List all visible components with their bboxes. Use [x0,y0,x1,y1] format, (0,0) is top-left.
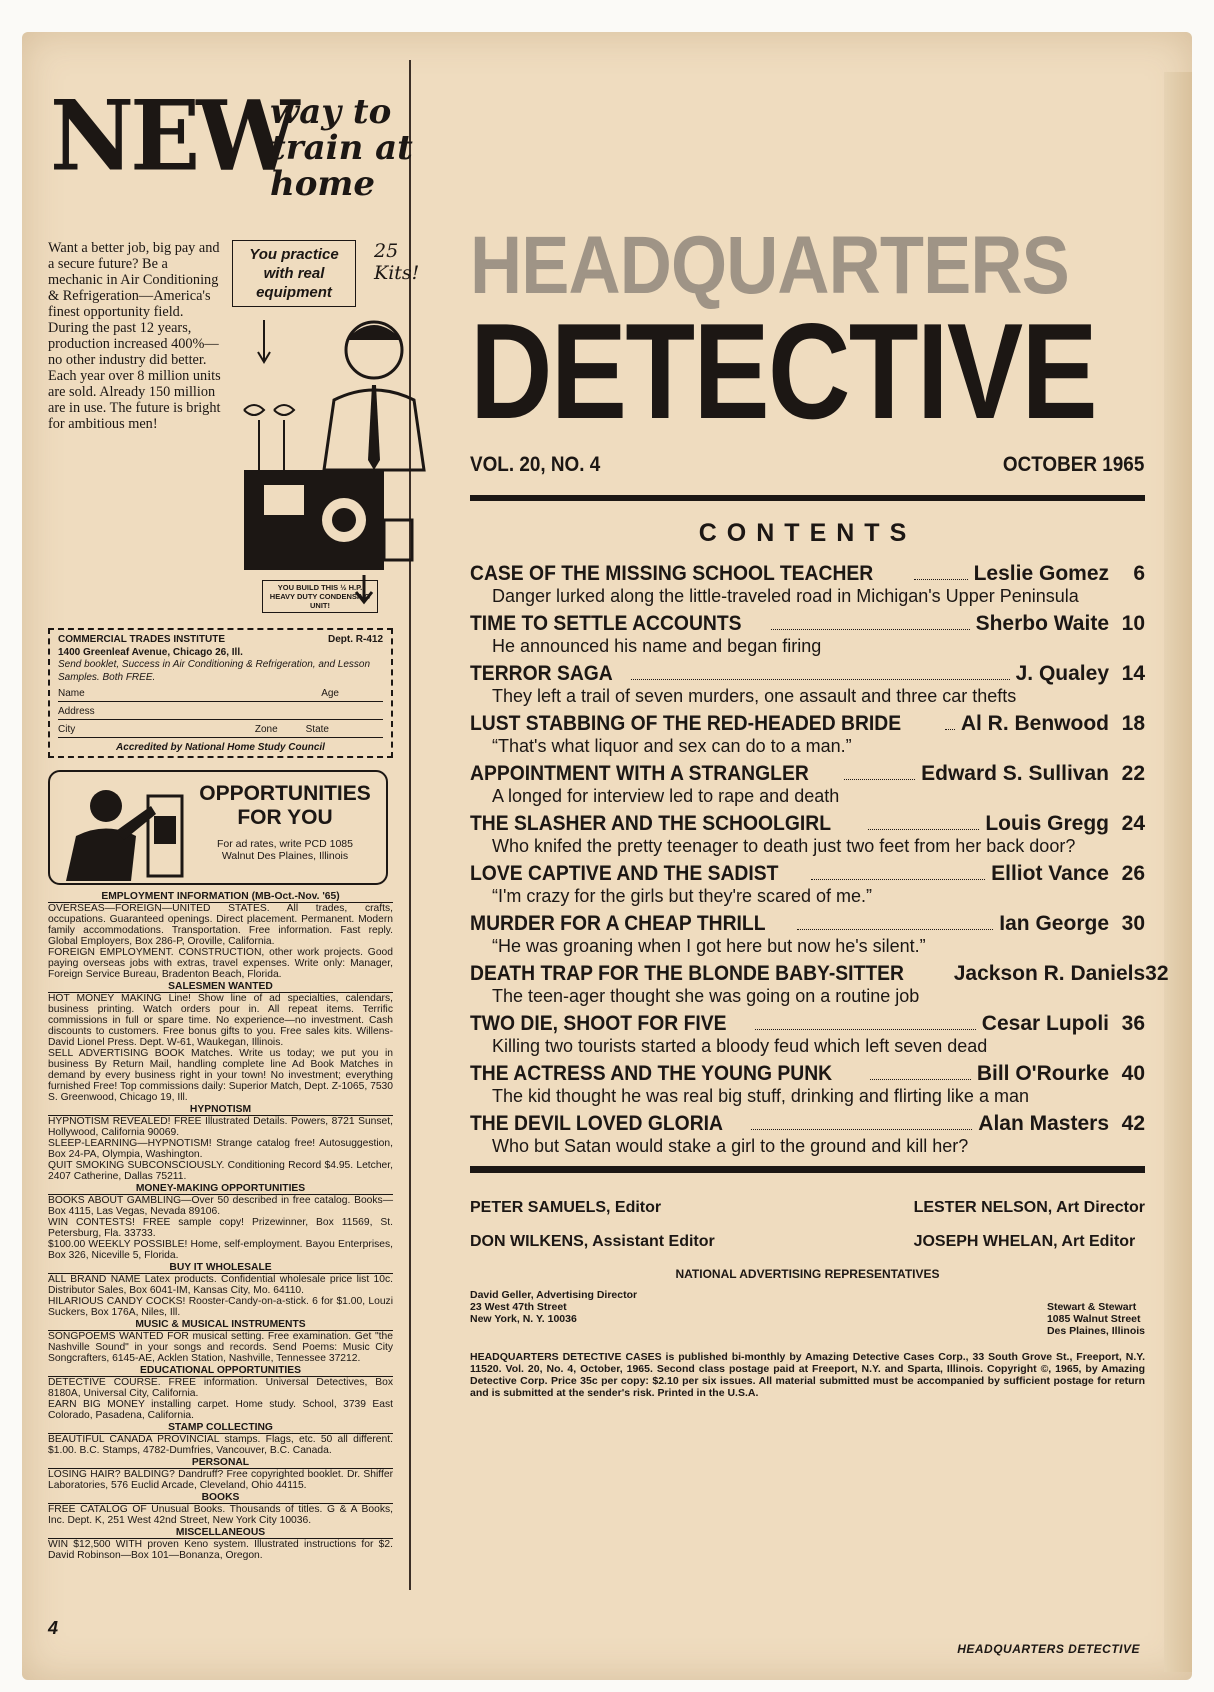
toc-page: 42 [1121,1112,1145,1135]
classified-category: MUSIC & MUSICAL INSTRUMENTS [48,1319,393,1331]
toc-description: The kid thought he was real big stuff, drinking and flirting like a man [492,1086,1029,1106]
advertising-reps [470,1289,1145,1337]
coupon-address-field[interactable] [58,706,383,720]
classified-ad: $100.00 WEEKLY POSSIBLE! Home, self-employment. Bayou Enterprises, Box 326, Niceville 5, Florida. [48,1239,393,1261]
page-number: 4 [48,1618,59,1638]
toc-title: TWO DIE, SHOOT FOR FIVE [470,1012,727,1035]
toc-author: Leslie Gomez [973,562,1109,585]
toc-page: 36 [1121,1012,1145,1035]
opportunities-title: OPPORTUNITIES FOR YOU [199,782,371,829]
toc-title: THE DEVIL LOVED GLORIA [470,1112,723,1135]
toc-author: Cesar Lupoli [981,1012,1109,1035]
classified-ad: BOOKS ABOUT GAMBLING—Over 50 described in free catalog. Books—Box 4115, Las Vegas, Nevada 89106. [48,1195,393,1217]
toc-leader [868,817,979,830]
toc-title: THE ACTRESS AND THE YOUNG PUNK [470,1062,833,1085]
toc-title: DEATH TRAP FOR THE BLONDE BABY-SITTER [470,962,904,985]
toc-title: THE SLASHER AND THE SCHOOLGIRL [470,812,832,835]
toc-title: TERROR SAGA [470,662,613,685]
classified-ad: BEAUTIFUL CANADA PROVINCIAL stamps. Flags, etc. 50 all different. $1.00. B.C. Stamps, 4782-Dumfries, Vancouver, B.C. Canada. [48,1434,393,1456]
toc-author: J. Qualey [1015,662,1109,685]
toc-leader [631,667,1009,680]
staff-editor: PETER SAMUELS, Editor [470,1199,662,1216]
toc-description: “He was groaning when I got here but now he's silent.” [492,936,926,956]
toc-author: Ian George [999,912,1109,935]
issue-date: OCTOBER 1965 [1002,453,1145,476]
coupon-state-label: State [305,724,329,735]
toc-description: Killing two tourists started a bloody feud which left seven dead [492,1036,988,1056]
toc-page: 32 [1145,962,1169,985]
toc-title: LOVE CAPTIVE AND THE SADIST [470,862,779,885]
toc-entry[interactable] [470,562,1145,606]
issue-info [470,453,1144,477]
coupon-accredited: Accredited by National Home Study Council [116,742,325,753]
toc-page: 6 [1133,562,1145,585]
toc-leader [755,1017,976,1030]
classified-category: HYPNOTISM [48,1104,393,1116]
table-of-contents [470,562,1169,1156]
classified-ad: DETECTIVE COURSE. FREE information. Universal Detectives, Box 8180A, Universal City, California. [48,1377,393,1399]
toc-description: Who but Satan would stake a girl to the ground and kill her? [492,1136,969,1156]
rep-right-line: Stewart & Stewart [1046,1301,1137,1313]
ad-new-word: NEW [50,79,296,193]
rep-left-line: 23 West 47th Street [470,1301,567,1313]
toc-page: 22 [1121,762,1145,785]
staff-art-editor: JOSEPH WHELAN, Art Editor [913,1233,1136,1250]
classified-ad: SONGPOEMS WANTED FOR musical setting. Free examination. Get "the Nashville Sound" in your songs and records. Send Poems: Music City Songcrafters, 6145-AE, Acklen Station, Nashville, Tennessee 37212. [48,1331,393,1364]
toc-author: Al R. Benwood [960,712,1109,735]
coupon-age-label: Age [321,688,339,699]
coupon-zone-label: Zone [254,724,278,735]
toc-leader [751,1117,972,1130]
toc-entry[interactable] [470,862,1145,906]
coupon-send-text: Send booklet, Success in Air Conditioning & Refrigeration, and Lesson Samples. Both FREE. [58,659,371,683]
classified-category: SALESMEN WANTED [48,981,393,993]
toc-entry[interactable] [470,812,1145,856]
classified-ad: SELL ADVERTISING BOOK Matches. Write us today; we put you in business By Return Mail, handling complete line Ad Book Matches in demand by every business right in your town! No investment; everything furnished Free! Top commissions daily: Superior Match, Dept. Z-1065, 7530 S. Greenwood, Chicago 19, Ill. [48,1048,393,1103]
toc-description: “That's what liquor and sex can do to a man.” [492,736,852,756]
ad-box-caption: YOU BUILD THIS ½ H.P. HEAVY DUTY CONDENSING UNIT! [262,580,378,613]
issue-volume: VOL. 20, NO. 4 [470,453,601,476]
toc-leader [945,717,955,730]
classified-ad: SLEEP-LEARNING—HYPNOTISM! Strange catalog free! Autosuggestion, Box 24-PA, Olympia, Washington. [48,1138,393,1160]
classified-ad: WIN CONTESTS! FREE sample copy! Prizewinner, Box 11569, St. Petersburg, Fla. 33733. [48,1217,393,1239]
staff-art-director: LESTER NELSON, Art Director [913,1199,1145,1216]
toc-description: Danger lurked along the little-traveled road in Michigan's Upper Peninsula [492,586,1079,606]
coupon-city-field[interactable] [58,724,383,738]
toc-description: He announced his name and began firing [492,636,822,656]
toc-description: “I'm crazy for the girls but they're scared of me.” [492,886,872,906]
classified-ad: FREE CATALOG OF Unusual Books. Thousands of titles. G & A Books, Inc. Dept. K, 251 West 42nd Street, New York City 10036. [48,1504,393,1526]
toc-description: The teen-ager thought she was going on a routine job [492,986,920,1006]
rep-right-line: Des Plaines, Illinois [1046,1325,1145,1337]
toc-entry[interactable] [470,712,1145,756]
toc-title: APPOINTMENT WITH A STRANGLER [470,762,809,785]
publication-notice: HEADQUARTERS DETECTIVE CASES is published bi-monthly by Amazing Detective Cases Corp., 33 South Grove St., Freeport, N.Y. 11520. Vol. 20, No. 4, October, 1965. Second class postage paid at Freeport, N.Y. and Sparta, Illinois. Copyright ©, 1965, by Amazing Detective Corp. Price 35c per copy: $2.10 per six issues. All material submitted must be accompanied by sufficient postage for return and is submitted at the sender's risk. Printed in the U.S.A. [470,1351,1145,1399]
ad-kits-label: 25 Kits! [374,240,420,284]
footer-title: HEADQUARTERS DETECTIVE [957,1642,1140,1656]
coupon-city-label: City [58,724,76,735]
rep-right-line: 1085 Walnut Street [1046,1313,1141,1325]
toc-leader [870,1067,971,1080]
toc-leader [771,617,969,630]
toc-leader [797,917,993,930]
toc-title: LUST STABBING OF THE RED-HEADED BRIDE [470,712,902,735]
toc-description: A longed for interview led to rape and death [492,786,840,806]
toc-entry[interactable] [470,1012,1145,1056]
top-rule [470,495,1145,501]
classified-ad: HOT MONEY MAKING Line! Show line of ad specialties, calendars, business printing. Watch orders pour in. All repeat items. Terrific commissions in full or spare time. No experience—no investment. Cash discounts to customers. Free bonus gifts to you. Free sales kits. Willens-David Lionel Press. Dept. W-61, Waukegan, Illinois. [48,993,393,1048]
toc-page: 24 [1121,812,1145,835]
toc-entry[interactable] [470,912,1145,956]
coupon-dept: Dept. R-412 [327,634,383,645]
toc-page: 26 [1121,862,1145,885]
classified-ad: HYPNOTISM REVEALED! FREE Illustrated Details. Powers, 8721 Sunset, Hollywood, California 90069. [48,1116,393,1138]
ad-header [48,79,413,210]
classified-category: EDUCATIONAL OPPORTUNITIES [48,1365,393,1377]
left-column [48,79,420,1561]
classified-category: BOOKS [48,1492,393,1504]
staff-credits [470,1191,1145,1259]
classified-category: BUY IT WHOLESALE [48,1262,393,1274]
coupon-name-label: Name [58,688,85,699]
toc-entry[interactable] [470,1062,1145,1106]
coupon-name-field[interactable] [58,688,383,702]
toc-author: Alan Masters [978,1112,1109,1135]
classified-ad: HILARIOUS CANDY COCKS! Rooster-Candy-on-a-stick. 6 for $1.00, Louzi Suckers, Box 176A, Niles, Ill. [48,1296,393,1318]
toc-description: Who knifed the pretty teenager to death just two feet from her back door? [492,836,1076,856]
toc-author: Edward S. Sullivan [921,762,1109,785]
toc-leader [844,767,915,780]
rep-right [1047,1301,1145,1337]
toc-entry[interactable] [470,612,1145,656]
ad-pitch-text: Want a better job, big pay and a secure future? Be a mechanic in Air Conditioning & Refrigeration—America's finest opportunity field. During the past 12 years, production increased 400%—no other industry did better. Each year over 8 million units are sold. Already 150 million are in use. The future is bright for ambitious men! [48,240,221,432]
masthead-line2: DETECTIVE [470,295,1096,447]
toc-author: Sherbo Waite [975,612,1109,635]
toc-author: Louis Gregg [985,812,1109,835]
toc-page: 40 [1121,1062,1145,1085]
toc-author: Elliot Vance [991,862,1109,885]
toc-author: Bill O'Rourke [976,1062,1109,1085]
toc-author: Jackson R. Daniels [953,962,1146,985]
coupon-address: 1400 Greenleaf Avenue, Chicago 26, Ill. [58,646,243,658]
ad-practice-caption: You practice with real equipment [232,240,356,307]
classified-category: PERSONAL [48,1457,393,1469]
staff-assistant-editor: DON WILKENS, Assistant Editor [470,1233,715,1250]
bottom-rule [470,1166,1145,1173]
toc-title: CASE OF THE MISSING SCHOOL TEACHER [470,562,874,585]
toc-page: 18 [1121,712,1145,735]
toc-entry[interactable] [470,762,1145,806]
toc-leader [811,867,985,880]
opportunities-box [48,770,388,885]
man-at-phone-icon [56,776,186,881]
classified-category: STAMP COLLECTING [48,1422,393,1434]
classified-ad: WIN $12,500 WITH proven Keno system. Illustrated instructions for $2. David Robinson—Box 101—Bonanza, Oregon. [48,1539,393,1561]
advertising-reps-heading: NATIONAL ADVERTISING REPRESENTATIVES [675,1267,940,1281]
classified-category: EMPLOYMENT INFORMATION (MB-Oct.-Nov. '65) [48,891,393,903]
contents-heading: CONTENTS [698,519,917,547]
toc-leader [914,567,967,580]
classified-ad: OVERSEAS—FOREIGN—UNITED STATES. All trades, crafts, occupations. Guaranteed openings. Direct placement. Permanent. Modern family accommodations. Transportation. Free information. Fast reply. Global Employers, Box 286-P, Oroville, California. [48,903,393,947]
coupon-institute: COMMERCIAL TRADES INSTITUTE [58,634,226,645]
rep-left [470,1289,637,1337]
toc-page: 14 [1121,662,1145,685]
toc-entry[interactable] [470,662,1145,706]
toc-entry[interactable] [470,962,1169,1006]
ad-script-headline: way to train at home [270,92,413,204]
masthead-line1: HEADQUARTERS [470,220,1069,311]
toc-title: MURDER FOR A CHEAP THRILL [470,912,766,935]
rep-left-line: New York, N. Y. 10036 [470,1313,577,1325]
opportunities-sub: For ad rates, write PCD 1085 Walnut Des Plaines, Illinois [217,838,353,862]
right-column [470,220,1169,1399]
classified-category: MONEY-MAKING OPPORTUNITIES [48,1183,393,1195]
classified-ad: FOREIGN EMPLOYMENT. CONSTRUCTION, other work projects. Good paying overseas jobs with extras, travel expenses. Write only: Manager, Foreign Service Bureau, Bradenton Beach, Florida. [48,947,393,980]
ad-coupon[interactable] [48,628,393,758]
page-spine [1164,72,1192,1672]
classified-ad: QUIT SMOKING SUBCONSCIOUSLY. Conditioning Record $4.95. Letcher, 2407 Catherine, Dallas 75211. [48,1160,393,1182]
toc-entry[interactable] [470,1112,1145,1156]
ad-illustration [224,240,442,610]
coupon-address-label: Address [58,706,95,717]
classified-ad: LOSING HAIR? BALDING? Dandruff? Free copyrighted booklet. Dr. Shiffer Laboratories, 576 Euclid Arcade, Cleveland, Ohio 44115. [48,1469,393,1491]
classified-ad: EARN BIG MONEY installing carpet. Home study. School, 3739 East Colorado, Pasadena, California. [48,1399,393,1421]
toc-page: 10 [1121,612,1145,635]
toc-title: TIME TO SETTLE ACCOUNTS [470,612,742,635]
classified-category: MISCELLANEOUS [48,1527,393,1539]
classified-ad: ALL BRAND NAME Latex products. Confidential wholesale price list 10c. Distributor Sales, Box 6041-IM, Kansas City, Mo. 64110. [48,1274,393,1296]
toc-description: They left a trail of seven murders, one assault and three car thefts [492,686,1017,706]
toc-page: 30 [1121,912,1145,935]
rep-left-line: David Geller, Advertising Director [470,1289,638,1301]
classifieds-list [48,890,393,1561]
